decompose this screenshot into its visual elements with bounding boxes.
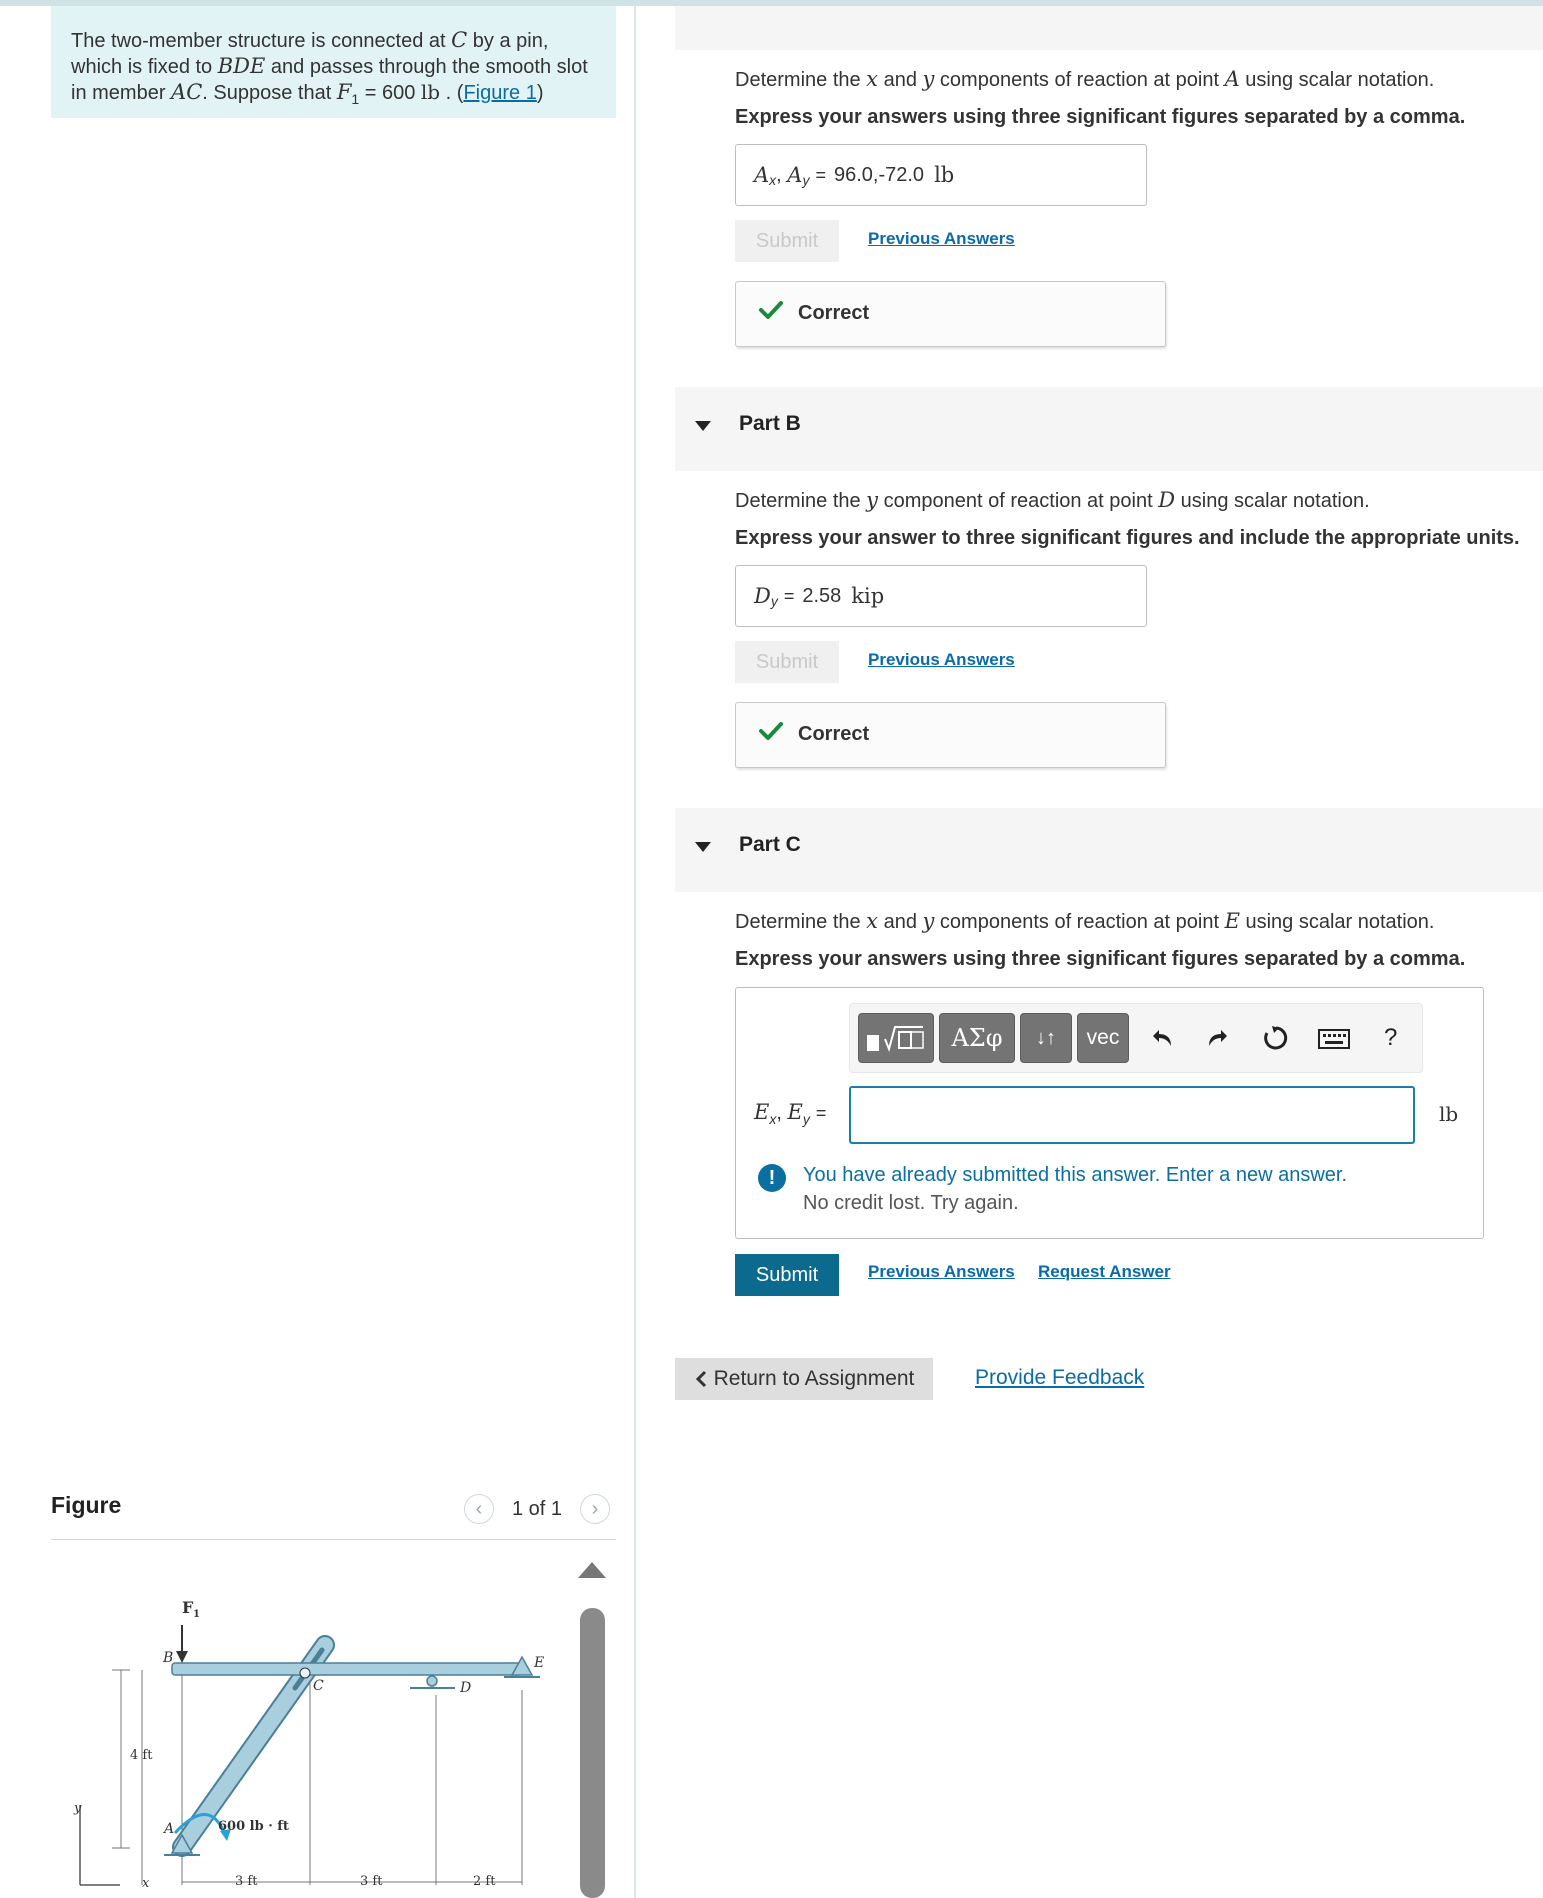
part-b-previous-answers-link[interactable]: Previous Answers <box>868 650 1015 669</box>
figure-divider <box>51 1539 616 1540</box>
provide-feedback-link[interactable]: Provide Feedback <box>975 1366 1145 1389</box>
part-b-answer-field[interactable]: D y = 2.58 kip <box>735 565 1147 627</box>
label-x-axis: x <box>142 1876 150 1891</box>
label-y-axis: y <box>74 1801 82 1816</box>
templates-icon[interactable] <box>858 1013 934 1063</box>
part-a-answer-field[interactable]: A x , A y = 96.0,-72.0 lb <box>735 144 1147 206</box>
symbol-bde: BDE <box>217 54 266 78</box>
collapse-triangle-icon <box>695 842 711 852</box>
dimension-4ft: 4 ft <box>130 1748 153 1763</box>
part-c-header[interactable]: Part C <box>675 808 1543 892</box>
arrows-button[interactable]: ↓↑ <box>1020 1013 1072 1063</box>
return-to-assignment-button[interactable]: Return to Assignment <box>675 1358 933 1400</box>
label-c: C <box>313 1678 324 1694</box>
part-b-submit-button[interactable]: Submit <box>735 641 839 683</box>
label-f1: F <box>182 1598 194 1617</box>
part-c-warning: You have already submitted this answer. Enter a new answer. <box>803 1164 1348 1186</box>
part-a-answer-value: 96.0,-72.0 <box>833 163 925 186</box>
part-a-instruction: Express your answers using three significant figures separated by a comma. <box>735 106 1466 128</box>
part-a-feedback: Correct <box>735 281 1166 347</box>
part-c-answer-input[interactable] <box>849 1086 1415 1144</box>
part-a-submit-button[interactable]: Submit <box>735 220 839 262</box>
figure-pager-count: 1 of 1 <box>512 1498 563 1520</box>
part-c-request-answer-link[interactable]: Request Answer <box>1038 1262 1171 1281</box>
keyboard-icon[interactable] <box>1318 1029 1350 1049</box>
part-c-warning-sub: No credit lost. Try again. <box>803 1192 1019 1214</box>
vector-button[interactable]: vec <box>1077 1013 1129 1063</box>
part-b-header[interactable]: Part B <box>675 387 1543 471</box>
part-c-answer-unit: lb <box>1439 1102 1459 1126</box>
part-a-previous-answers-link[interactable]: Previous Answers <box>868 229 1015 248</box>
structure-diagram <box>60 1585 560 1898</box>
chevron-right-icon[interactable]: › <box>580 1494 610 1524</box>
label-a: A <box>164 1821 175 1837</box>
part-c-answer-label: $E_x$, $E_y$ = <box>754 1100 827 1127</box>
greek-letters-button[interactable]: ΑΣφ <box>939 1013 1015 1063</box>
symbol-f1: F <box>336 80 352 104</box>
part-b-instruction: Express your answer to three significant figures and include the appropriate units. <box>735 527 1520 549</box>
part-c-instruction: Express your answers using three significant figures separated by a comma. <box>735 948 1466 970</box>
label-f1-sub: 1 <box>193 1609 200 1620</box>
moment-label: 600 lb · ft <box>218 1819 289 1834</box>
dimension-2ft: 2 ft <box>473 1874 496 1889</box>
part-c-answer-panel <box>735 987 1484 1239</box>
alert-icon: ! <box>758 1164 786 1192</box>
scroll-up-icon[interactable] <box>578 1562 606 1578</box>
label-e: E <box>534 1655 545 1671</box>
figure-scrollbar[interactable] <box>580 1608 605 1898</box>
symbol-ac: AC <box>171 80 203 104</box>
part-c-previous-answers-link[interactable]: Previous Answers <box>868 1262 1015 1281</box>
reset-icon[interactable] <box>1262 1024 1290 1052</box>
part-c-submit-button[interactable]: Submit <box>735 1254 839 1296</box>
pane-divider[interactable] <box>634 6 636 1898</box>
part-a-header[interactable] <box>675 6 1543 50</box>
part-a-question: Determine the x and y components of reaction at point A using scalar notation. <box>735 67 1435 91</box>
part-c-question: Determine the x and y components of reaction at point E using scalar notation. <box>735 909 1435 933</box>
chevron-left-icon[interactable]: ‹ <box>464 1494 494 1524</box>
chevron-left-icon <box>694 1370 708 1388</box>
label-d: D <box>460 1680 472 1696</box>
check-icon <box>758 720 784 742</box>
dimension-3ft-a: 3 ft <box>235 1874 258 1889</box>
symbol-c: C <box>451 28 468 52</box>
problem-statement: The two-member structure is connected at C by a pin, which is fixed to BDE and passes through the smooth slot in member AC. Suppose that $F_1 = 600$ lb . (Figure 1) <box>51 6 616 118</box>
redo-icon[interactable] <box>1205 1024 1233 1052</box>
dimension-3ft-b: 3 ft <box>360 1874 383 1889</box>
figure-link[interactable]: Figure 1 <box>463 82 537 104</box>
figure-title: Figure <box>51 1492 122 1518</box>
part-b-answer-value: 2.58 <box>802 584 842 607</box>
undo-icon[interactable] <box>1147 1024 1175 1052</box>
part-b-feedback: Correct <box>735 702 1166 768</box>
check-icon <box>758 299 784 321</box>
label-b: B <box>163 1650 174 1666</box>
part-b-question: Determine the y component of reaction at point D using scalar notation. <box>735 488 1370 512</box>
help-icon[interactable]: ? <box>1384 1024 1398 1051</box>
math-toolbar <box>849 1003 1423 1073</box>
collapse-triangle-icon <box>695 421 711 431</box>
